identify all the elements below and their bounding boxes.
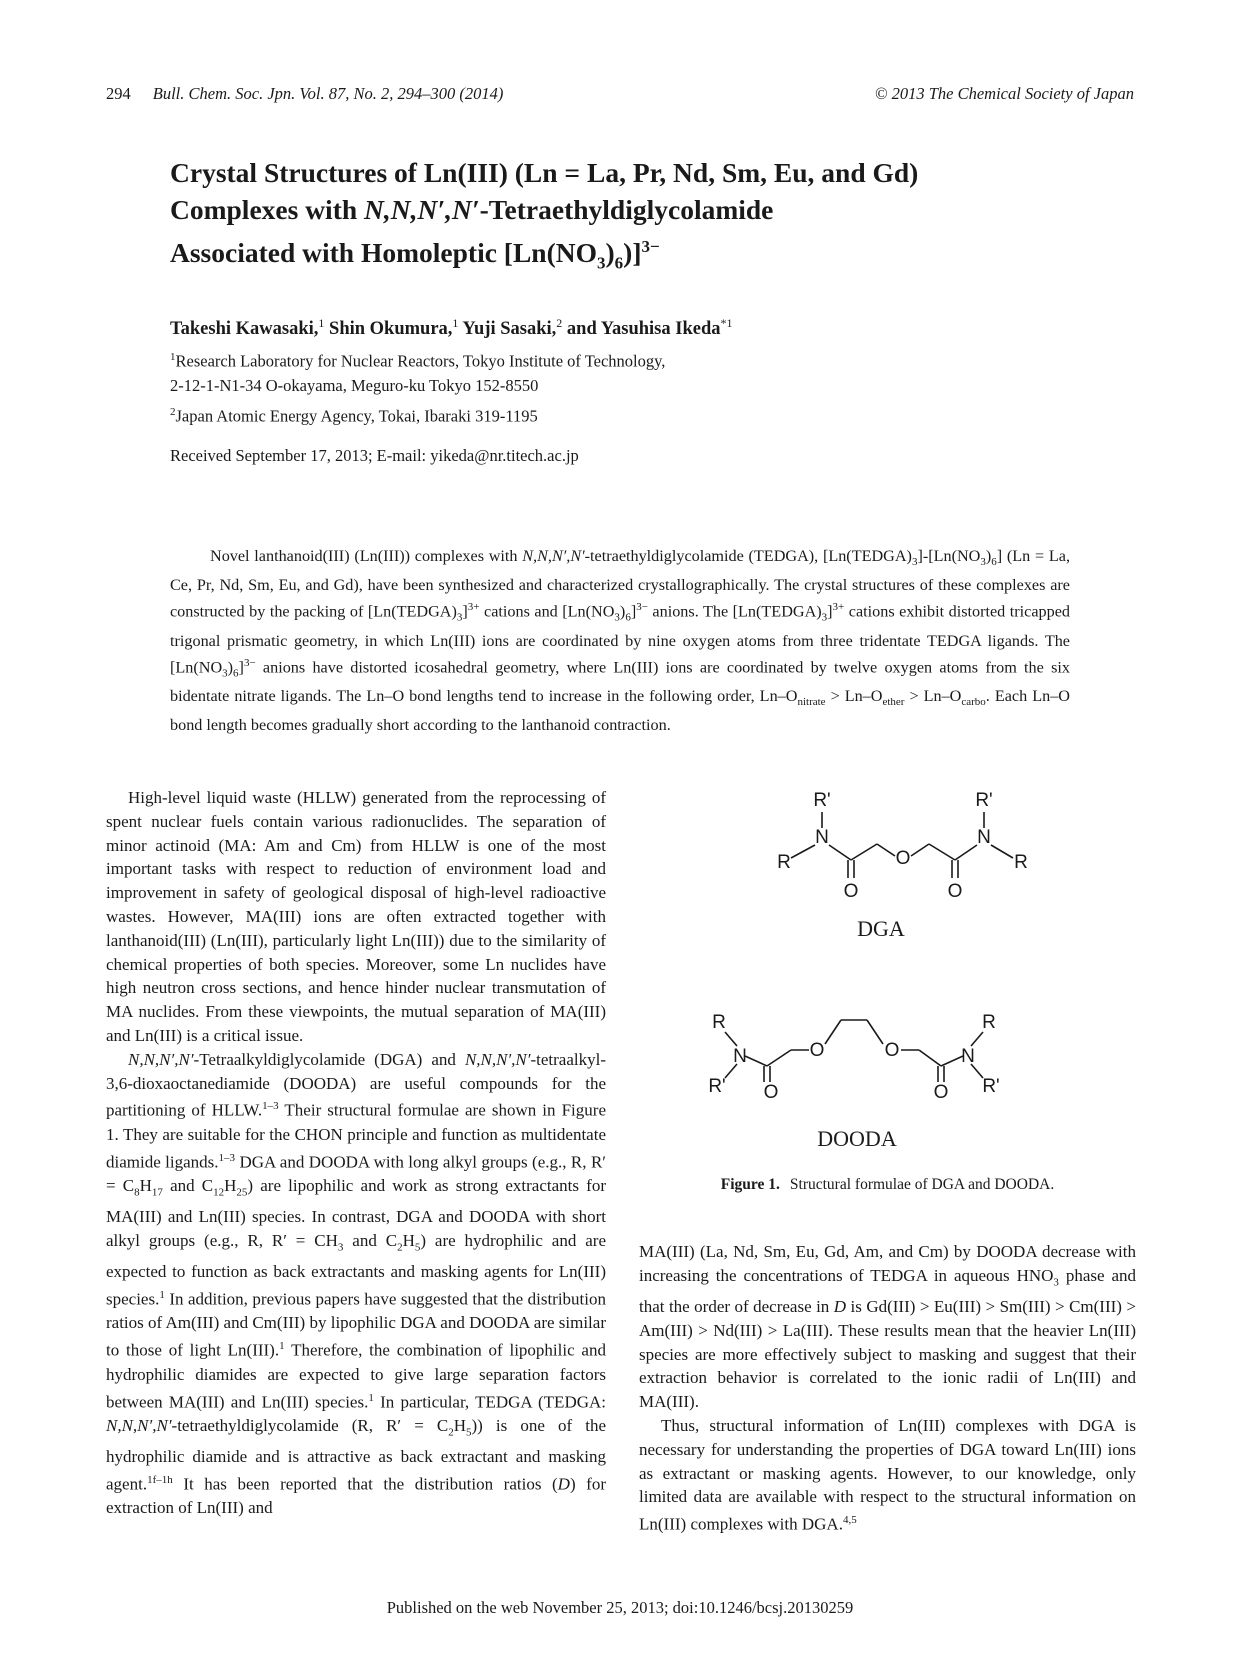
affiliation-text: Japan Atomic Energy Agency, Tokai, Ibaraki 319-1195 xyxy=(175,406,538,426)
body-italic: N,N,N′,N′ xyxy=(464,1049,531,1069)
running-head xyxy=(106,84,1134,104)
atom-label: R xyxy=(1014,852,1028,873)
author xyxy=(462,316,563,340)
atom-label: R' xyxy=(708,1076,726,1097)
abstract-sub: carbo xyxy=(961,696,986,709)
body-sub: 5 xyxy=(466,1426,472,1439)
body-sub: 2 xyxy=(448,1426,454,1439)
author xyxy=(566,316,733,340)
abstract-text: > Ln–O xyxy=(825,687,883,706)
bond xyxy=(791,845,815,858)
body-column-left xyxy=(106,786,606,1520)
bond xyxy=(991,845,1013,858)
bond xyxy=(851,844,877,860)
paragraph: High-level liquid waste (HLLW) generated from the reprocessing of spent nuclear fuels contain various radionuclides. The separation of minor actinoid (MA: Am and Cm) from HLLW is one of the most important tasks with respect to reduction of environment load and improvement in safety of geological disposal of high-level radioactive wastes. However, MA(III) ions are often extracted together with lanthanoid(III) (Ln(III), particularly light Ln(III)) due to the similarity of chemical properties of both species. Moreover, some Ln nuclides have high neutron cross sections, and hence hinder nuclear transmutation of MA nuclides. From these viewpoints, the mutual separation of MA(III) and Ln(III) is a critical issue. xyxy=(106,788,606,1045)
atom-label: O xyxy=(809,1040,825,1061)
abstract-text: > Ln–O xyxy=(904,687,962,706)
atom-label: O xyxy=(933,1082,949,1103)
abstract-text: ] xyxy=(827,602,833,621)
body-text: MA(III) (La, Nd, Sm, Eu, Gd, Am, and Cm) by DOODA decrease with increasing the concentrations of TEDGA in aqueous HNO xyxy=(639,1242,1136,1285)
body-text: and C xyxy=(343,1231,398,1251)
body-text: Thus, structural information of Ln(III) complexes with DGA is necessary for understanding the properties of DGA toward Ln(III) ions as extractant or masking agents. However, to our knowledge, only limited data are available with respect to the structural information on Ln(III) complexes with DGA. xyxy=(639,1415,1136,1534)
atom-label: N xyxy=(961,1046,975,1067)
citation-ref: 1 xyxy=(159,1289,165,1302)
bond xyxy=(955,845,977,860)
author-name: and Yasuhisa Ikeda xyxy=(566,319,721,340)
abstract-text: cations and [Ln(NO xyxy=(479,602,615,621)
title-italic: N,N,N′,N′ xyxy=(364,194,480,225)
abstract-text: ] xyxy=(462,602,468,621)
author-affiliation-mark: *1 xyxy=(720,316,733,330)
body-text: H xyxy=(453,1415,467,1435)
abstract-sub: 3 xyxy=(222,667,228,680)
abstract-sub: nitrate xyxy=(797,696,826,709)
atom-label: R' xyxy=(982,1076,1000,1097)
abstract-text: . Each Ln–O bond length becomes gradually short according to the lanthanoid contraction. xyxy=(170,687,1070,735)
abstract-sup: 3− xyxy=(243,657,256,670)
body-text: is Gd(III) > Eu(III) > Sm(III) > Cm(III) > Am(III) > Nd(III) > La(III). These results mean that the heavier Ln(III) species are more effectively subject to masking and suggest that their extraction behavior is correlated to the ionic radii of Ln(III) and MA(III). xyxy=(639,1296,1136,1412)
body-text: ) are lipophilic and work as strong extractants for MA(III) and Ln(III) species. In contrast, DGA and DOODA with short alkyl groups (e.g., R, R′ = CH xyxy=(106,1176,606,1251)
body-italic: D xyxy=(833,1296,847,1316)
title-sub: 6 xyxy=(614,253,624,273)
atom-label: N xyxy=(977,827,991,848)
bond xyxy=(877,844,895,856)
body-text: It has been reported that the distribution ratios ( xyxy=(172,1474,558,1494)
body-text: )) is one of the hydrophilic diamide and is attractive as back extractant and masking agent. xyxy=(106,1415,606,1494)
body-sub: 12 xyxy=(213,1186,225,1199)
atom-label: O xyxy=(763,1082,779,1103)
citation-ref: 1f–1h xyxy=(147,1473,173,1486)
affiliation-line xyxy=(170,345,1070,374)
author-name: Takeshi Kawasaki, xyxy=(170,319,319,340)
affiliation-line: 2-12-1-N1-34 O-okayama, Meguro-ku Tokyo 152-8550 xyxy=(170,375,539,395)
caption-text: Structural formulae of DGA and DOODA. xyxy=(789,1176,1055,1193)
publication-footer: Published on the web November 25, 2013; doi:10.1246/bcsj.20130259 xyxy=(386,1598,854,1617)
affiliation-number: 1 xyxy=(170,351,176,363)
author-name: Shin Okumura, xyxy=(329,319,453,340)
abstract-sub: 3 xyxy=(456,612,463,625)
body-text: Therefore, the combination of lipophilic and hydrophilic diamides are expected to give large separation factors between MA(III) and Ln(III) species. xyxy=(106,1340,606,1412)
copyright-notice: © 2013 The Chemical Society of Japan xyxy=(874,84,1134,103)
body-text: phase and that the order of decrease in xyxy=(639,1265,1136,1316)
citation-ref: 1 xyxy=(279,1340,285,1353)
title-text: ) xyxy=(605,237,615,269)
title-text: Associated with Homoleptic [Ln(NO xyxy=(170,237,597,269)
abstract-sub: 3 xyxy=(911,556,918,569)
body-sub: 5 xyxy=(414,1241,421,1254)
title-sub: 3 xyxy=(597,253,606,273)
citation-ref: 1 xyxy=(368,1391,374,1404)
bond xyxy=(725,1032,737,1046)
body-text: ) are hydrophilic and are expected to function as back extractants and masking agents for Ln(III) species. xyxy=(106,1231,606,1309)
abstract-sub: 6 xyxy=(233,667,239,680)
title-sup: 3− xyxy=(641,237,660,256)
paragraph xyxy=(106,1048,606,1520)
bond xyxy=(829,845,851,860)
title-line-1: Crystal Structures of Ln(III) (Ln = La, Pr, Nd, Sm, Eu, and Gd) xyxy=(170,157,919,188)
body-sub: 8 xyxy=(134,1186,140,1199)
author-affiliation-mark: 1 xyxy=(318,316,325,330)
body-text: ) for extraction of Ln(III) and xyxy=(106,1474,606,1518)
bond xyxy=(825,1020,841,1044)
body-column-right xyxy=(639,1240,1136,1537)
dga-label: DGA xyxy=(857,916,905,941)
title-text: )] xyxy=(623,237,642,269)
body-italic: N,N,N′,N′ xyxy=(128,1049,194,1069)
atom-label: O xyxy=(947,881,963,902)
abstract-text: anions. The [Ln(TEDGA) xyxy=(647,602,822,621)
paragraph xyxy=(639,1414,1136,1537)
abstract-text: Novel lanthanoid(III) (Ln(III)) complexes with xyxy=(210,547,523,565)
abstract-sub: 3 xyxy=(821,612,828,625)
author xyxy=(329,316,459,340)
abstract-text: ) xyxy=(619,602,626,621)
abstract-sub: 6 xyxy=(991,556,997,569)
abstract-sub: 6 xyxy=(625,612,631,625)
body-text: Their structural formulae are shown in Figure 1. They are suitable for the CHON principle and function as multidentate diamide ligands. xyxy=(106,1101,606,1172)
atom-label: N xyxy=(815,827,829,848)
atom-label: O xyxy=(884,1040,900,1061)
caption-label: Figure 1. xyxy=(720,1176,780,1193)
received-and-email: Received September 17, 2013; E-mail: yikeda@nr.titech.ac.jp xyxy=(170,446,579,465)
abstract-italic: N,N,N′,N′ xyxy=(522,547,585,565)
bond xyxy=(929,844,955,860)
journal-citation: Bull. Chem. Soc. Jpn. Vol. 87, No. 2, 294–300 (2014) xyxy=(152,84,504,103)
dooda-atoms xyxy=(708,1012,999,1103)
abstract-text: ]-[Ln(NO xyxy=(917,547,981,565)
citation-ref: 1–3 xyxy=(218,1151,236,1164)
body-sub: 17 xyxy=(151,1186,163,1199)
dooda-label: DOODA xyxy=(817,1126,897,1151)
body-text: and C xyxy=(162,1176,214,1196)
atom-label: R' xyxy=(813,790,831,811)
bond xyxy=(911,844,929,856)
dooda-bonds xyxy=(725,1020,983,1082)
abstract-sub: 3 xyxy=(980,556,986,569)
atom-label: O xyxy=(843,881,859,902)
abstract-sub: 3 xyxy=(614,612,620,625)
author-name: Yuji Sasaki, xyxy=(462,319,557,340)
article-title xyxy=(170,154,1070,282)
abstract-text: cations exhibit distorted tricapped trigonal prismatic geometry, in which Ln(III) ions are coordinated by nine oxygen atoms from three tridentate TEDGA ligands. The [Ln(NO xyxy=(170,602,1071,677)
body-text: In particular, TEDGA (TEDGA: xyxy=(373,1392,606,1412)
affiliation-1 xyxy=(170,345,1070,398)
abstract-sub: ether xyxy=(882,696,905,709)
abstract-sup: 3− xyxy=(636,601,648,614)
title-line-2 xyxy=(170,191,1070,228)
title-text: Complexes with xyxy=(170,194,365,225)
body-text: -tetraalkyl-3,6-dioxaoctanediamide (DOODA) are useful compounds for the partitioning of HLLW. xyxy=(106,1049,606,1121)
affiliation-2 xyxy=(170,400,1070,429)
bond xyxy=(941,1056,963,1066)
abstract-text: -tetraethyldiglycolamide (TEDGA), [Ln(TEDGA) xyxy=(584,547,912,565)
paragraph xyxy=(639,1240,1136,1414)
affiliation-text: Research Laboratory for Nuclear Reactors, Tokyo Institute of Technology, xyxy=(175,351,666,371)
author-list xyxy=(170,316,1070,340)
bond xyxy=(971,1032,983,1046)
citation-ref: 4,5 xyxy=(842,1514,857,1527)
atom-label: R' xyxy=(975,790,993,811)
body-text: H xyxy=(139,1176,152,1196)
body-text: -tetraethyldiglycolamide (R, R′ = C xyxy=(171,1415,449,1435)
author-affiliation-mark: 2 xyxy=(556,316,563,330)
abstract-sup: 3+ xyxy=(832,601,845,614)
bond xyxy=(919,1050,941,1066)
body-text: DGA and DOODA with long alkyl groups (e.g., R, R′ = C xyxy=(106,1152,606,1196)
bond xyxy=(867,1020,883,1044)
abstract-text: ] (Ln = La, Ce, Pr, Nd, Sm, Eu, and Gd), have been synthesized and characterized crystallographically. The crystal structures of these complexes are constructed by the packing of [Ln(TEDGA) xyxy=(170,547,1070,621)
structural-formulae xyxy=(639,780,1136,1170)
body-text: -Tetraalkyldiglycolamide (DGA) and xyxy=(193,1049,465,1069)
author xyxy=(170,316,325,340)
figure-caption xyxy=(639,1176,1136,1194)
abstract xyxy=(170,545,1070,737)
running-head-left xyxy=(106,84,503,104)
body-sub: 2 xyxy=(397,1241,403,1254)
bond xyxy=(767,1050,791,1066)
body-italic: N,N,N′,N′ xyxy=(106,1415,172,1435)
atom-label: O xyxy=(895,848,911,869)
abstract-text: ] xyxy=(630,602,637,621)
affiliation-number: 2 xyxy=(170,406,176,418)
title-text: -Tetraethyldiglycolamide xyxy=(479,194,774,225)
atom-label: R xyxy=(777,852,791,873)
abstract-text: anions have distorted icosahedral geometry, where Ln(III) ions are coordinated by twelve oxygen atoms from the six bidentate nitrate ligands. The Ln–O bond lengths tend to increase in the following order, Ln–O xyxy=(170,658,1070,706)
atom-label: R xyxy=(982,1012,996,1033)
body-sub: 3 xyxy=(337,1241,344,1254)
figure-1 xyxy=(639,780,1136,1200)
body-sub: 25 xyxy=(236,1186,248,1199)
body-text: H xyxy=(224,1176,237,1196)
abstract-text: ) xyxy=(227,658,234,677)
body-sub: 3 xyxy=(1053,1276,1059,1289)
abstract-text: ] xyxy=(238,658,244,677)
body-text: In addition, previous papers have suggested that the distribution ratios of Am(III) and Cm(III) by lipophilic DGA and DOODA are similar to those of light Ln(III). xyxy=(106,1289,606,1360)
bond xyxy=(745,1056,767,1066)
title-line-3 xyxy=(170,228,1070,282)
citation-ref: 1–3 xyxy=(262,1100,279,1113)
body-italic: D xyxy=(557,1474,570,1494)
abstract-text: ) xyxy=(985,547,992,565)
page-number: 294 xyxy=(106,84,131,103)
body-text: H xyxy=(402,1231,415,1251)
abstract-sup: 3+ xyxy=(467,601,480,614)
dga-atoms xyxy=(777,790,1028,902)
author-affiliation-mark: 1 xyxy=(452,316,459,330)
atom-label: N xyxy=(733,1046,747,1067)
atom-label: R xyxy=(712,1012,726,1033)
